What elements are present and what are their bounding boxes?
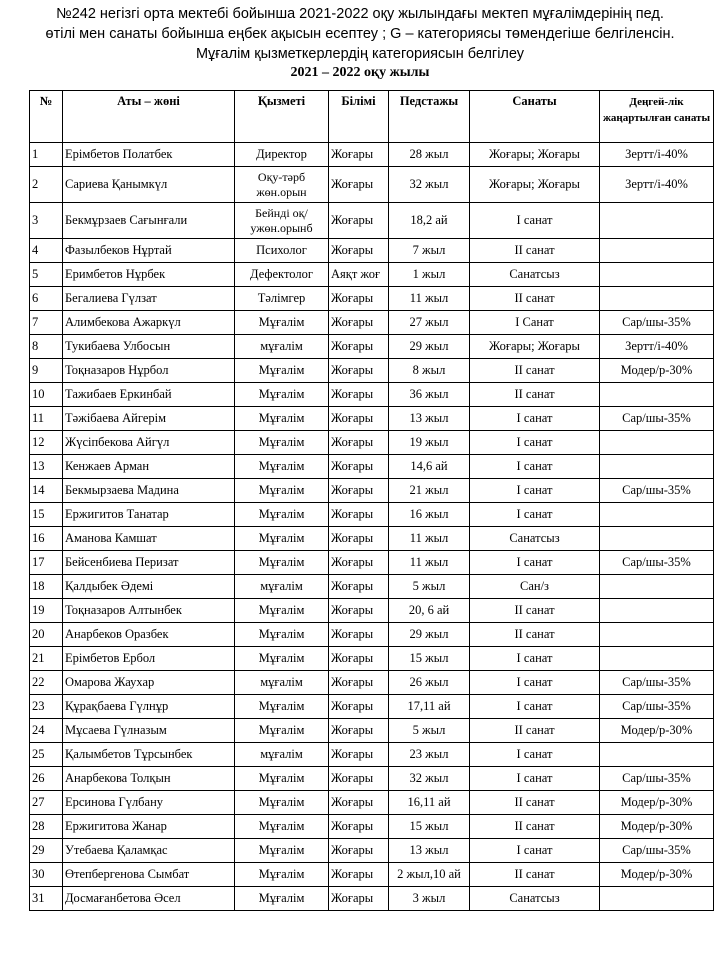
position-cell: Мұғалім [235, 551, 329, 575]
document-header [0, 4, 720, 82]
experience-cell: 2 жыл,10 ай [389, 863, 470, 887]
teacher-name: Тоқназаров Алтынбек [63, 599, 235, 623]
level-category-cell: Модер/р-30% [600, 359, 714, 383]
table-row [30, 407, 714, 431]
category-cell: I санат [470, 839, 600, 863]
row-number: 3 [30, 203, 63, 239]
education-cell: Жоғары [329, 455, 389, 479]
position-cell: Дефектолог [235, 263, 329, 287]
teacher-name: Досмағанбетова Әсел [63, 887, 235, 911]
experience-cell: 16 жыл [389, 503, 470, 527]
category-cell: I санат [470, 431, 600, 455]
education-cell: Жоғары [329, 623, 389, 647]
table-row [30, 311, 714, 335]
level-category-cell [600, 599, 714, 623]
position-cell: Мұғалім [235, 767, 329, 791]
teacher-name: Ержигитов Танатар [63, 503, 235, 527]
experience-cell: 7 жыл [389, 239, 470, 263]
row-number: 9 [30, 359, 63, 383]
experience-cell: 5 жыл [389, 575, 470, 599]
position-cell: Мұғалім [235, 623, 329, 647]
teacher-name: Бекмырзаева Мадина [63, 479, 235, 503]
education-cell: Жоғары [329, 407, 389, 431]
education-cell: Жоғары [329, 599, 389, 623]
education-cell: Жоғары [329, 287, 389, 311]
category-cell: II санат [470, 239, 600, 263]
experience-cell: 13 жыл [389, 839, 470, 863]
column-header-number: № [30, 91, 63, 143]
teacher-name: Омарова Жаухар [63, 671, 235, 695]
table-row [30, 431, 714, 455]
level-category-cell [600, 623, 714, 647]
table-row [30, 455, 714, 479]
experience-cell: 36 жыл [389, 383, 470, 407]
position-cell: Мұғалім [235, 599, 329, 623]
table-row [30, 527, 714, 551]
level-category-cell: Сар/шы-35% [600, 407, 714, 431]
position-cell: мұғалім [235, 671, 329, 695]
row-number: 21 [30, 647, 63, 671]
level-category-cell: Сар/шы-35% [600, 767, 714, 791]
experience-cell: 21 жыл [389, 479, 470, 503]
education-cell: Жоғары [329, 839, 389, 863]
category-cell: Жоғары; Жоғары [470, 167, 600, 203]
table-body [30, 143, 714, 911]
education-cell: Жоғары [329, 767, 389, 791]
experience-cell: 13 жыл [389, 407, 470, 431]
teacher-name: Сариева Қанымкүл [63, 167, 235, 203]
education-cell: Жоғары [329, 335, 389, 359]
experience-cell: 32 жыл [389, 767, 470, 791]
position-cell: мұғалім [235, 743, 329, 767]
teacher-name: Жүсіпбекова Айгүл [63, 431, 235, 455]
education-cell: Жоғары [329, 815, 389, 839]
row-number: 5 [30, 263, 63, 287]
column-header-category: Санаты [470, 91, 600, 143]
level-category-cell: Сар/шы-35% [600, 311, 714, 335]
education-cell: Жоғары [329, 239, 389, 263]
staff-category-table [29, 90, 714, 911]
education-cell: Жоғары [329, 791, 389, 815]
level-category-cell [600, 575, 714, 599]
teacher-name: Кенжаев Арман [63, 455, 235, 479]
position-cell: Бейнді оқ/ужөн.орынб [235, 203, 329, 239]
column-header-level-category: Деңгей-лік жаңартылған санаты [600, 91, 714, 143]
teacher-name: Ержигитова Жанар [63, 815, 235, 839]
row-number: 31 [30, 887, 63, 911]
category-cell: II санат [470, 623, 600, 647]
level-category-cell: Модер/р-30% [600, 815, 714, 839]
category-cell: I санат [470, 203, 600, 239]
teacher-name: Тәжібаева Айгерім [63, 407, 235, 431]
table-row [30, 791, 714, 815]
row-number: 24 [30, 719, 63, 743]
position-cell: Мұғалім [235, 815, 329, 839]
academic-year-title: 2021 – 2022 оқу жылы [290, 65, 430, 80]
level-category-cell [600, 503, 714, 527]
position-cell: Мұғалім [235, 863, 329, 887]
experience-cell: 15 жыл [389, 647, 470, 671]
category-cell: I санат [470, 767, 600, 791]
experience-cell: 16,11 ай [389, 791, 470, 815]
education-cell: Жоғары [329, 743, 389, 767]
experience-cell: 3 жыл [389, 887, 470, 911]
experience-cell: 29 жыл [389, 335, 470, 359]
position-cell: Оқу-тәрб жөн.орын [235, 167, 329, 203]
experience-cell: 20, 6 ай [389, 599, 470, 623]
category-cell: Санатсыз [470, 263, 600, 287]
education-cell: Жоғары [329, 575, 389, 599]
position-cell: Мұғалім [235, 383, 329, 407]
table-row [30, 143, 714, 167]
category-cell: Жоғары; Жоғары [470, 143, 600, 167]
category-cell: I санат [470, 479, 600, 503]
teacher-name: Анарбекова Толқын [63, 767, 235, 791]
education-cell: Жоғары [329, 311, 389, 335]
row-number: 26 [30, 767, 63, 791]
table-row [30, 671, 714, 695]
teacher-name: Фазылбеков Нұртай [63, 239, 235, 263]
teacher-name: Қалдыбек Әдемі [63, 575, 235, 599]
teacher-name: Тукибаева Улбосын [63, 335, 235, 359]
row-number: 13 [30, 455, 63, 479]
level-category-cell: Сар/шы-35% [600, 671, 714, 695]
row-number: 11 [30, 407, 63, 431]
level-category-cell [600, 527, 714, 551]
table-row [30, 575, 714, 599]
level-category-cell [600, 431, 714, 455]
position-cell: мұғалім [235, 575, 329, 599]
education-cell: Жоғары [329, 863, 389, 887]
experience-cell: 14,6 ай [389, 455, 470, 479]
category-cell: I санат [470, 695, 600, 719]
teacher-name: Құрақбаева Гүлнұр [63, 695, 235, 719]
category-cell: II санат [470, 287, 600, 311]
position-cell: Мұғалім [235, 359, 329, 383]
position-cell: Мұғалім [235, 647, 329, 671]
level-category-cell: Сар/шы-35% [600, 839, 714, 863]
row-number: 25 [30, 743, 63, 767]
category-cell: I санат [470, 455, 600, 479]
experience-cell: 15 жыл [389, 815, 470, 839]
category-cell: I санат [470, 743, 600, 767]
experience-cell: 18,2 ай [389, 203, 470, 239]
row-number: 19 [30, 599, 63, 623]
education-cell: Жоғары [329, 383, 389, 407]
category-cell: I санат [470, 407, 600, 431]
level-category-cell [600, 287, 714, 311]
experience-cell: 11 жыл [389, 287, 470, 311]
education-cell: Жоғары [329, 887, 389, 911]
education-cell: Жоғары [329, 551, 389, 575]
level-category-cell [600, 455, 714, 479]
row-number: 8 [30, 335, 63, 359]
position-cell: Мұғалім [235, 311, 329, 335]
column-header-experience: Педстажы [389, 91, 470, 143]
education-cell: Аяқт жоғ [329, 263, 389, 287]
row-number: 16 [30, 527, 63, 551]
table-row [30, 815, 714, 839]
experience-cell: 11 жыл [389, 527, 470, 551]
experience-cell: 1 жыл [389, 263, 470, 287]
category-cell: I санат [470, 671, 600, 695]
experience-cell: 27 жыл [389, 311, 470, 335]
experience-cell: 5 жыл [389, 719, 470, 743]
position-cell: Мұғалім [235, 407, 329, 431]
education-cell: Жоғары [329, 647, 389, 671]
category-cell: I Санат [470, 311, 600, 335]
category-cell: I санат [470, 503, 600, 527]
education-cell: Жоғары [329, 431, 389, 455]
position-cell: Мұғалім [235, 791, 329, 815]
teacher-name: Бейсенбиева Перизат [63, 551, 235, 575]
teacher-name: Ерімбетов Ербол [63, 647, 235, 671]
table-row [30, 479, 714, 503]
education-cell: Жоғары [329, 671, 389, 695]
table-row [30, 839, 714, 863]
row-number: 30 [30, 863, 63, 887]
table-row [30, 863, 714, 887]
position-cell: мұғалім [235, 335, 329, 359]
table-row [30, 503, 714, 527]
education-cell: Жоғары [329, 527, 389, 551]
teacher-name: Тоқназаров Нұрбол [63, 359, 235, 383]
category-cell: II санат [470, 359, 600, 383]
teacher-name: Тажибаев Еркинбай [63, 383, 235, 407]
category-cell: Сан/з [470, 575, 600, 599]
position-cell: Мұғалім [235, 695, 329, 719]
education-cell: Жоғары [329, 719, 389, 743]
table-row [30, 263, 714, 287]
experience-cell: 26 жыл [389, 671, 470, 695]
position-cell: Психолог [235, 239, 329, 263]
category-cell: II санат [470, 383, 600, 407]
level-category-cell: Сар/шы-35% [600, 695, 714, 719]
table-row [30, 551, 714, 575]
level-category-cell: Модер/р-30% [600, 863, 714, 887]
teacher-name: Анарбеков Оразбек [63, 623, 235, 647]
table-row [30, 599, 714, 623]
row-number: 29 [30, 839, 63, 863]
experience-cell: 28 жыл [389, 143, 470, 167]
level-category-cell [600, 887, 714, 911]
teacher-name: Аманова Камшат [63, 527, 235, 551]
level-category-cell: Зертт/і-40% [600, 143, 714, 167]
experience-cell: 11 жыл [389, 551, 470, 575]
education-cell: Жоғары [329, 143, 389, 167]
education-cell: Жоғары [329, 167, 389, 203]
position-cell: Тәлімгер [235, 287, 329, 311]
column-header-name: Аты – жөні [63, 91, 235, 143]
teacher-name: Еримбетов Нұрбек [63, 263, 235, 287]
teacher-name: Өтепбергенова Сымбат [63, 863, 235, 887]
teacher-name: Ерімбетов Полатбек [63, 143, 235, 167]
experience-cell: 32 жыл [389, 167, 470, 203]
category-cell: II санат [470, 791, 600, 815]
position-cell: Мұғалім [235, 455, 329, 479]
level-category-cell [600, 203, 714, 239]
position-cell: Директор [235, 143, 329, 167]
level-category-cell: Модер/р-30% [600, 791, 714, 815]
category-cell: I санат [470, 551, 600, 575]
level-category-cell: Зертт/і-40% [600, 335, 714, 359]
row-number: 6 [30, 287, 63, 311]
education-cell: Жоғары [329, 503, 389, 527]
table-row [30, 719, 714, 743]
row-number: 7 [30, 311, 63, 335]
row-number: 22 [30, 671, 63, 695]
teacher-name: Ерсинова Гүлбану [63, 791, 235, 815]
teacher-name: Утебаева Қаламқас [63, 839, 235, 863]
row-number: 27 [30, 791, 63, 815]
table-header-row [30, 91, 714, 143]
table-row [30, 383, 714, 407]
education-cell: Жоғары [329, 479, 389, 503]
position-cell: Мұғалім [235, 431, 329, 455]
category-cell: II санат [470, 719, 600, 743]
category-cell: I санат [470, 647, 600, 671]
level-category-cell: Сар/шы-35% [600, 479, 714, 503]
level-category-cell [600, 263, 714, 287]
education-cell: Жоғары [329, 203, 389, 239]
experience-cell: 29 жыл [389, 623, 470, 647]
experience-cell: 23 жыл [389, 743, 470, 767]
experience-cell: 8 жыл [389, 359, 470, 383]
teacher-name: Бекмұрзаев Сағынғали [63, 203, 235, 239]
header-line-1: №242 негізгі орта мектебі бойынша 2021-2022 оқу жылындағы мектеп мұғалімдерінің пед. [56, 6, 664, 22]
position-cell: Мұғалім [235, 839, 329, 863]
table-row [30, 767, 714, 791]
table-row [30, 623, 714, 647]
row-number: 4 [30, 239, 63, 263]
teacher-name: Алимбекова Ажаркүл [63, 311, 235, 335]
row-number: 17 [30, 551, 63, 575]
teacher-name: Қалымбетов Тұрсынбек [63, 743, 235, 767]
table-row [30, 695, 714, 719]
table-row [30, 203, 714, 239]
category-cell: II санат [470, 599, 600, 623]
row-number: 14 [30, 479, 63, 503]
table-row [30, 647, 714, 671]
level-category-cell: Модер/р-30% [600, 719, 714, 743]
category-cell: Жоғары; Жоғары [470, 335, 600, 359]
column-header-education: Білімі [329, 91, 389, 143]
table-row [30, 167, 714, 203]
row-number: 10 [30, 383, 63, 407]
category-cell: II санат [470, 863, 600, 887]
category-cell: II санат [470, 815, 600, 839]
row-number: 1 [30, 143, 63, 167]
category-cell: Санатсыз [470, 887, 600, 911]
position-cell: Мұғалім [235, 503, 329, 527]
position-cell: Мұғалім [235, 527, 329, 551]
teacher-name: Мұсаева Гүлназым [63, 719, 235, 743]
level-category-cell: Зертт/і-40% [600, 167, 714, 203]
column-header-position: Қызметі [235, 91, 329, 143]
table-row [30, 887, 714, 911]
row-number: 28 [30, 815, 63, 839]
row-number: 2 [30, 167, 63, 203]
experience-cell: 17,11 ай [389, 695, 470, 719]
row-number: 15 [30, 503, 63, 527]
experience-cell: 19 жыл [389, 431, 470, 455]
level-category-cell [600, 239, 714, 263]
row-number: 23 [30, 695, 63, 719]
position-cell: Мұғалім [235, 887, 329, 911]
level-category-cell [600, 383, 714, 407]
position-cell: Мұғалім [235, 719, 329, 743]
row-number: 12 [30, 431, 63, 455]
table-row [30, 743, 714, 767]
education-cell: Жоғары [329, 695, 389, 719]
table-row [30, 239, 714, 263]
level-category-cell [600, 743, 714, 767]
row-number: 20 [30, 623, 63, 647]
header-line-2: өтілі мен санаты бойынша еңбек ақысын есептеу ; G – категориясы төмендегіше белгіленсін. [45, 26, 675, 42]
row-number: 18 [30, 575, 63, 599]
table-row [30, 335, 714, 359]
teacher-name: Бегалиева Гүлзат [63, 287, 235, 311]
position-cell: Мұғалім [235, 479, 329, 503]
table-row [30, 359, 714, 383]
level-category-cell [600, 647, 714, 671]
category-cell: Санатсыз [470, 527, 600, 551]
table-row [30, 287, 714, 311]
level-category-cell: Сар/шы-35% [600, 551, 714, 575]
education-cell: Жоғары [329, 359, 389, 383]
header-line-3: Мұғалім қызметкерлердің категориясын белгілеу [195, 46, 525, 62]
